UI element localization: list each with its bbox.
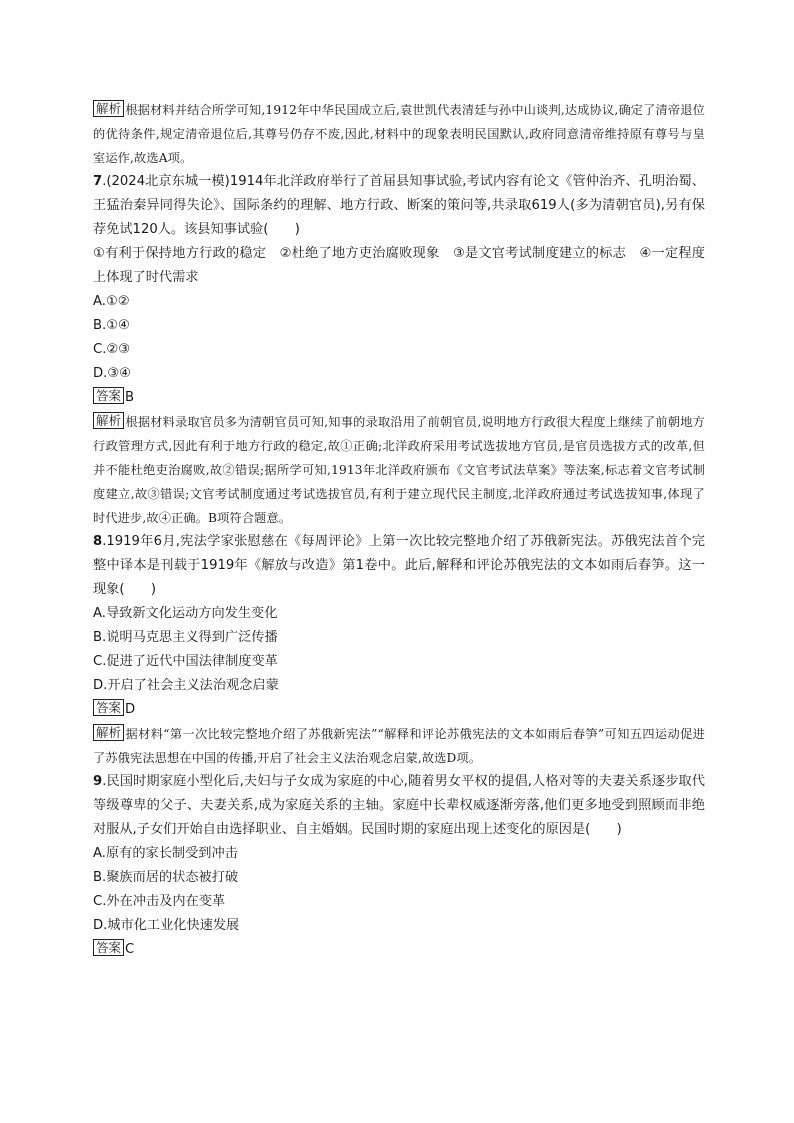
option-c: C.促进了近代中国法律制度变革 <box>93 654 278 669</box>
option-d: D.③④ <box>93 366 131 381</box>
answer-line <box>93 698 705 722</box>
option-b: B.说明马克思主义得到广泛传播 <box>93 630 278 645</box>
option-b: B.聚族而居的状态被打破 <box>93 870 239 885</box>
explanation-q6 <box>93 98 705 170</box>
explanation-tag: 解析 <box>93 412 124 429</box>
explanation-q8 <box>93 722 705 770</box>
question-7 <box>93 170 705 530</box>
option-c: C.②③ <box>93 342 131 357</box>
question-statements: ①有利于保持地方行政的稳定 ②杜绝了地方吏治腐败现象 ③是文官考试制度建立的标志 ④一定程度上体现了时代需求 <box>93 246 705 285</box>
explanation-text: 据材料“第一次比较完整地介绍了苏俄新宪法”“解释和评论苏俄宪法的文本如雨后春笋”可知五四运动促进了苏俄宪法思想在中国的传播,开启了社会主义法治观念启蒙,故选D项。 <box>93 727 705 765</box>
explanation-tag: 解析 <box>93 724 124 741</box>
answer-tag: 答案 <box>93 387 124 404</box>
question-text: .(2024北京东城一模)1914年北洋政府举行了首届县知事试验,考试内容有论文《管仲治齐、孔明治蜀、王猛治秦异同得失论》、国际条约的理解、地方行政、断案的策问等,共录取619人(多为清朝官员),另有保荐免试120人。该县知事试验( ) <box>93 174 705 237</box>
option-a: A.原有的家长制受到冲击 <box>93 846 238 861</box>
question-8 <box>93 530 705 770</box>
explanation-q7 <box>93 410 705 530</box>
option-b: B.①④ <box>93 318 130 333</box>
worksheet-page <box>93 98 705 962</box>
answer-tag: 答案 <box>93 939 124 956</box>
question-number: 8 <box>93 534 103 549</box>
answer-tag: 答案 <box>93 699 124 716</box>
option-a: A.①② <box>93 294 130 309</box>
option-c: C.外在冲击及内在变革 <box>93 894 226 909</box>
question-text: .民国时期家庭小型化后,夫妇与子女成为家庭的中心,随着男女平权的提倡,人格对等的夫妻关系逐步取代等级尊卑的父子、夫妻关系,成为家庭关系的主轴。家庭中长辈权威逐渐旁落,他们更多地受到照顾而非绝对服从,子女们开始自由选择职业、自主婚姻。民国时期的家庭出现上述变化的原因是( ) <box>93 774 705 837</box>
answer-line <box>93 938 705 962</box>
question-stem <box>93 170 705 242</box>
question-stem <box>93 530 705 602</box>
explanation-text: 根据材料录取官员多为清朝官员可知,知事的录取沿用了前朝官员,说明地方行政很大程度上继续了前朝地方行政管理方式,因此有利于地方行政的稳定,故①正确;北洋政府采用考试选拔地方官员,是官员选拔方式的改革,但并不能杜绝吏治腐败,故②错误;据所学可知,1913年北洋政府颁布《文官考试法草案》等法案,标志着文官考试制度建立,故③错误;文官考试制度通过考试选拔官员,有利于建立现代民主制度,北洋政府通过考试选拔知事,体现了时代进步,故④正确。B项符合题意。 <box>93 415 705 525</box>
answer-value: B <box>125 390 135 405</box>
explanation-text: 根据材料并结合所学可知,1912年中华民国成立后,袁世凯代表清廷与孙中山谈判,达成协议,确定了清帝退位的优待条件,规定清帝退位后,其尊号仍存不废,因此,材料中的现象表明民国默认,政府同意清帝维持原有尊号与皇室运作,故选A项。 <box>93 103 705 165</box>
option-a: A.导致新文化运动方向发生变化 <box>93 606 278 621</box>
answer-value: C <box>125 942 135 957</box>
question-number: 9 <box>93 774 103 789</box>
question-text: .1919年6月,宪法学家张慰慈在《每周评论》上第一次比较完整地介绍了苏俄新宪法。苏俄宪法首个完整中译本是刊载于1919年《解放与改造》第1卷中。此后,解释和评论苏俄宪法的文本如雨后春笋。这一现象( ) <box>93 534 705 597</box>
answer-line <box>93 386 705 410</box>
question-stem <box>93 770 705 842</box>
question-9 <box>93 770 705 962</box>
answer-value: D <box>125 702 136 717</box>
option-d: D.城市化工业化快速发展 <box>93 918 240 933</box>
option-d: D.开启了社会主义法治观念启蒙 <box>93 678 279 693</box>
question-number: 7 <box>93 174 103 189</box>
explanation-tag: 解析 <box>93 100 124 117</box>
